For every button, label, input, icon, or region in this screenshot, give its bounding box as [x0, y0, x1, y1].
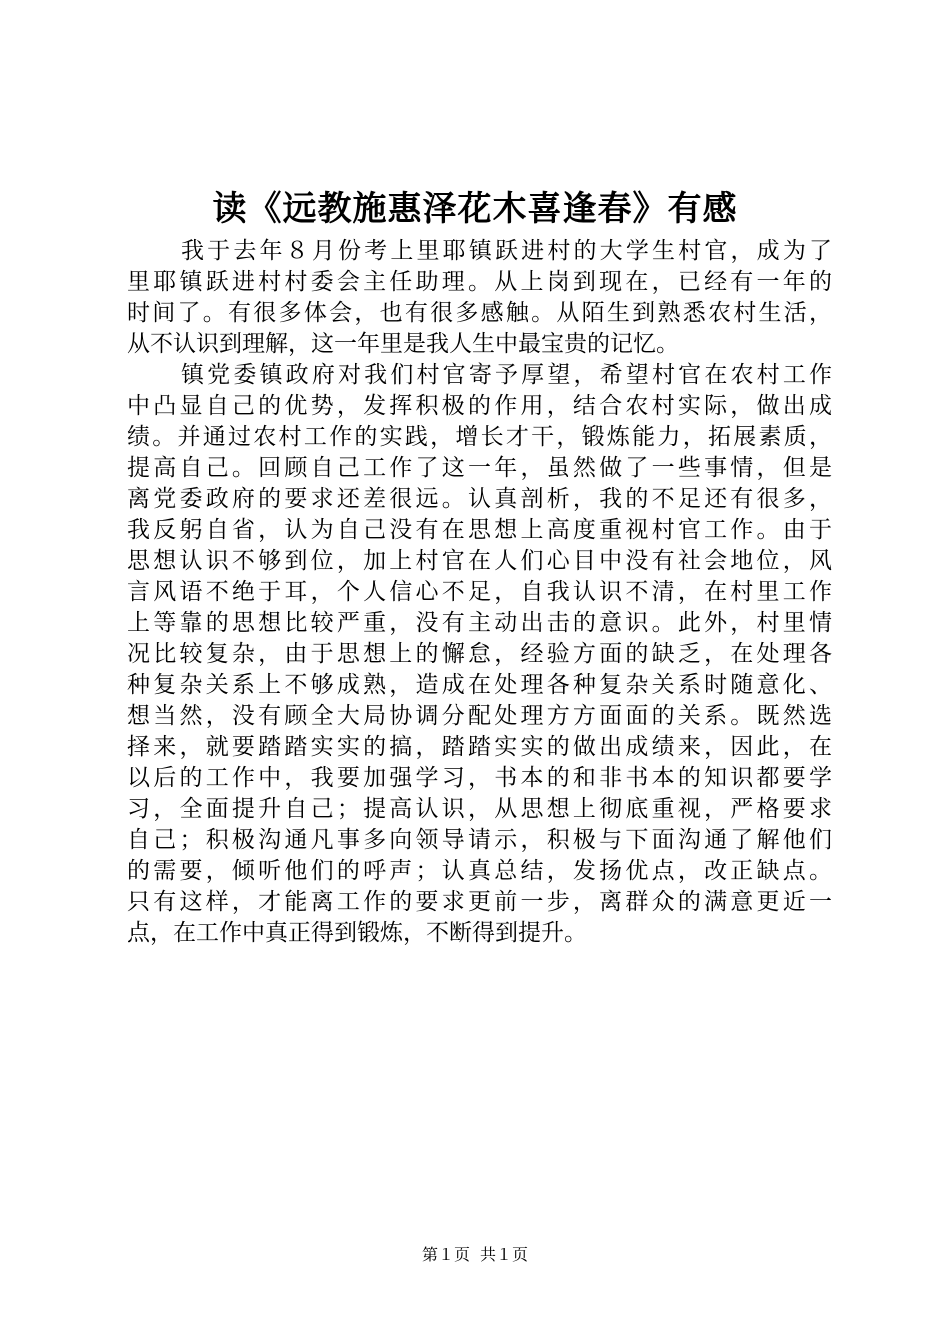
paragraph-line: 种复杂关系上不够成熟，造成在处理各种复杂关系时随意化、 — [127, 672, 832, 698]
paragraph-line: 里耶镇跃进村村委会主任助理。从上岗到现在，已经有一年的 — [127, 269, 832, 295]
paragraph-line: 想当然，没有顾全大局协调分配处理方方面面的关系。既然选 — [127, 703, 832, 729]
document-body — [127, 236, 832, 949]
paragraph-line: 择来，就要踏踏实实的搞，踏踏实实的做出成绩来，因此，在 — [127, 734, 832, 760]
paragraph-line: 况比较复杂，由于思想上的懈怠，经验方面的缺乏，在处理各 — [127, 641, 832, 667]
paragraph-line: 点，在工作中真正得到锻炼，不断得到提升。 — [127, 920, 587, 946]
paragraph-line: 中凸显自己的优势，发挥积极的作用，结合农村实际，做出成 — [127, 393, 832, 419]
paragraph-line: 上等靠的思想比较严重，没有主动出击的意识。此外，村里情 — [127, 610, 832, 636]
paragraph-line: 提高自己。回顾自己工作了这一年，虽然做了一些事情，但是 — [127, 455, 832, 481]
page-footer — [0, 1243, 950, 1267]
paragraph-line: 的需要，倾听他们的呼声；认真总结，发扬优点，改正缺点。 — [127, 858, 832, 884]
paragraph-line: 从不认识到理解，这一年里是我人生中最宝贵的记忆。 — [127, 331, 679, 357]
paragraph-line: 我反躬自省，认为自己没有在思想上高度重视村官工作。由于 — [127, 517, 832, 543]
paragraph-line: 镇党委镇政府对我们村官寄予厚望，希望村官在农村工作 — [181, 362, 832, 388]
paragraph-line: 自己；积极沟通凡事多向领导请示，积极与下面沟通了解他们 — [127, 827, 832, 853]
page-title: 读《远教施惠泽花木喜逢春》有感 — [212, 189, 738, 229]
paragraph-line: 习，全面提升自己；提高认识，从思想上彻底重视，严格要求 — [127, 796, 832, 822]
paragraph-line: 只有这样，才能离工作的要求更前一步，离群众的满意更近一 — [127, 889, 832, 915]
paragraph-line: 思想认识不够到位，加上村官在人们心目中没有社会地位，风 — [127, 548, 832, 574]
paragraph-line: 时间了。有很多体会，也有很多感触。从陌生到熟悉农村生活， — [127, 300, 832, 326]
paragraph-line: 我于去年８月份考上里耶镇跃进村的大学生村官，成为了 — [181, 238, 832, 264]
paragraph-line: 离党委政府的要求还差很远。认真剖析，我的不足还有很多， — [127, 486, 832, 512]
page-total: 共１页 — [480, 1245, 529, 1264]
page-number: 第１页 — [421, 1245, 470, 1264]
paragraph-line: 绩。并通过农村工作的实践，增长才干，锻炼能力，拓展素质， — [127, 424, 832, 450]
paragraph-line: 以后的工作中，我要加强学习，书本的和非书本的知识都要学 — [127, 765, 832, 791]
paragraph-line: 言风语不绝于耳，个人信心不足，自我认识不清，在村里工作 — [127, 579, 832, 605]
